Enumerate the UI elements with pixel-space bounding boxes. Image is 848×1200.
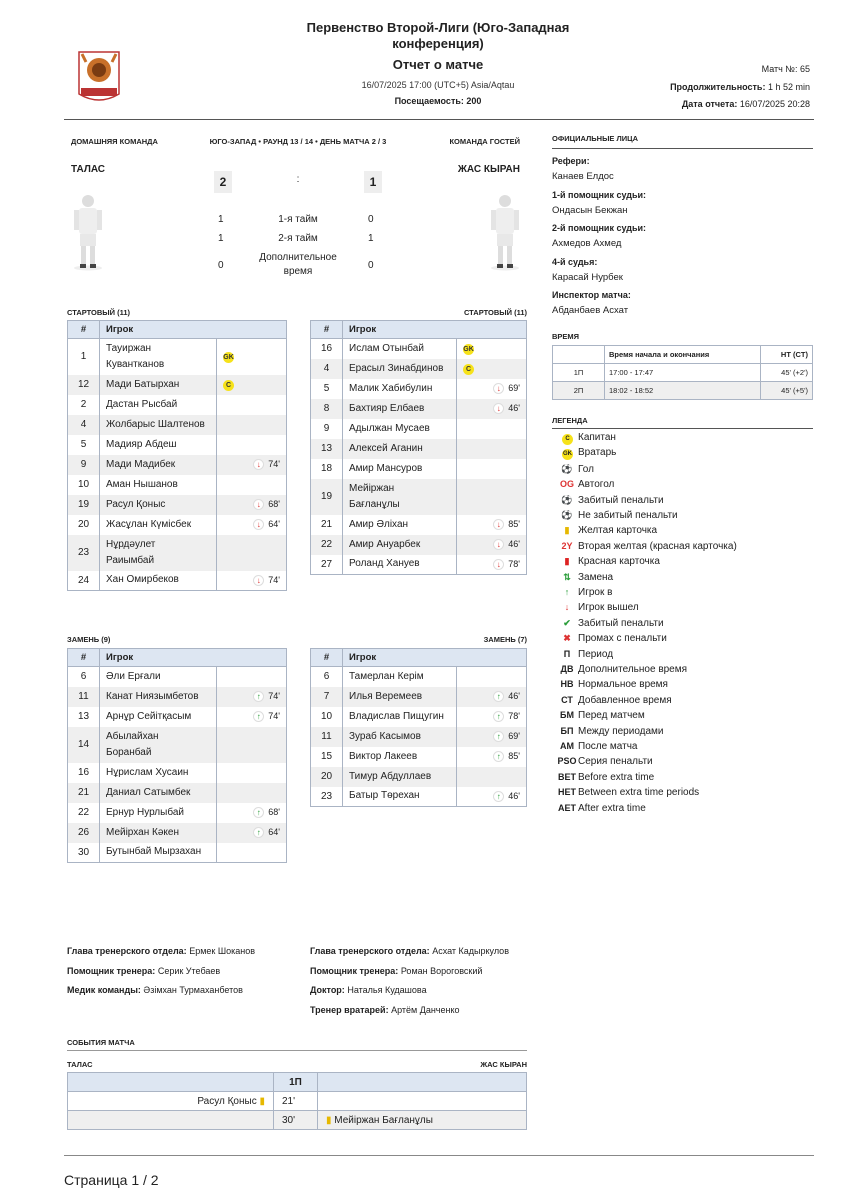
legend-item: ▮ Желтая карточка (556, 523, 657, 537)
player-name: Мейірхан Кәкен (106, 826, 179, 838)
home-staff-item: Глава тренерского отдела: Ермек Шоканов (67, 946, 255, 956)
legend-item: ⇅ Замена (556, 570, 613, 584)
player-in-icon: ↑ (493, 751, 504, 762)
legend-icon: ▮ (564, 556, 570, 567)
player-event (457, 359, 527, 379)
legend-icon: ✔ (563, 617, 571, 628)
legend-item: GK Вратарь (563, 447, 617, 459)
player-event: ↑ 46' (457, 787, 527, 807)
legend-icon: ⚽ (561, 510, 573, 520)
player-row (311, 419, 527, 439)
legend-item: ▮ Красная карточка (556, 554, 660, 568)
round-info: ЮГО-ЗАПАД • РАУНД 13 / 14 • ДЕНЬ МАТЧА 2 / 3 (209, 137, 387, 146)
score-separator: : (296, 174, 300, 185)
match-duration: Продолжительность: 1 h 52 min (670, 82, 810, 92)
player-in-icon: ↑ (493, 731, 504, 742)
player-name: Амир Ануарбек (349, 538, 421, 550)
yellow-card-icon: ▮ (326, 1114, 332, 1126)
header-divider (64, 119, 814, 120)
player-name: Нұрислам Хусаин (106, 766, 189, 778)
player-name: Ернур Нурлыбай (106, 806, 184, 818)
officials-divider (552, 148, 813, 149)
official-role: 2-й помощник судьи: (552, 223, 647, 233)
player-row (311, 707, 527, 727)
player-name: Бутынбай Мырзахан (106, 846, 202, 858)
player-name: Мади Мадибек (106, 458, 176, 470)
col-player-header: Игрок (343, 649, 527, 667)
player-number: 16 (68, 763, 100, 783)
away-staff-item: Доктор: Наталья Кудашова (310, 985, 427, 995)
player-row (68, 707, 287, 727)
player-number: 8 (311, 399, 343, 419)
official-name: Ахмедов Ахмед (552, 238, 622, 249)
away-staff-item: Помощник тренера: Роман Вороговский (310, 965, 483, 976)
player-event: ↑ 46' (457, 687, 527, 707)
player-row (68, 727, 287, 763)
player-row (311, 439, 527, 459)
player-row (68, 495, 287, 515)
yellow-card-icon: ▮ (259, 1095, 265, 1107)
page-number: Страница 1 / 2 (64, 1172, 159, 1188)
player-out-icon: ↓ (493, 403, 504, 414)
player-name: Алексей Аганин (349, 442, 423, 454)
player-name: Малик Хабибулин (349, 382, 433, 394)
player-row (68, 803, 287, 823)
player-event (457, 459, 527, 479)
player-in-icon: ↑ (493, 711, 504, 722)
player-name: Әли Ерғали (106, 670, 161, 682)
player-name: Амир Әліхан (349, 518, 409, 530)
home-subs-label: ЗАМЕНЬ (9) (67, 635, 111, 644)
player-row (68, 571, 287, 591)
home-staff-item: Медик команды: Әзімхан Турмаханбетов (67, 985, 243, 995)
player-number: 4 (68, 415, 100, 435)
player-event (457, 479, 527, 515)
legend-item: АМ После матча (556, 739, 638, 753)
events-divider (67, 1050, 527, 1051)
player-number: 14 (68, 727, 100, 763)
player-row (68, 823, 287, 843)
time-label: ВРЕМЯ (552, 332, 580, 341)
player-row (68, 515, 287, 535)
player-number: 2 (68, 395, 100, 415)
player-event (457, 767, 527, 787)
player-row (311, 339, 527, 359)
player-out-icon: ↓ (493, 559, 504, 570)
player-row (311, 787, 527, 807)
player-event: ↓ 64' (217, 515, 287, 535)
away-kit-figure (487, 192, 523, 272)
player-name: Илья Веремеев (349, 690, 423, 702)
player-name: Хан Омирбеков (106, 574, 179, 586)
player-event (217, 375, 287, 395)
home-starting-table (67, 320, 287, 591)
player-event: ↓ 69' (457, 379, 527, 399)
player-name: Расул Қоныс (106, 498, 166, 510)
player-out-icon: ↓ (493, 519, 504, 530)
away-team-name: ЖАС КЫРАН (457, 164, 520, 175)
legend-icon: 2Y (561, 540, 573, 551)
legend-icon: BET (558, 771, 576, 782)
official-role: 4-й судья: (552, 256, 598, 267)
legend-icon: ⚽ (561, 494, 573, 505)
goalkeeper-badge-icon: GK (463, 345, 474, 353)
player-name: Бахтияр Елбаев (349, 402, 425, 414)
player-event: ↑ 64' (217, 823, 287, 843)
player-row (68, 455, 287, 475)
player-out-icon: ↓ (253, 459, 264, 470)
player-event: ↑ 74' (217, 687, 287, 707)
player-number: 18 (311, 459, 343, 479)
legend-item: БП Между периодами (556, 724, 664, 738)
player-name: Роланд Хануев (349, 558, 420, 570)
player-name: Тауиржан Кувантканов (106, 342, 165, 370)
player-number: 9 (311, 419, 343, 439)
player-row (311, 555, 527, 575)
captain-badge-icon: C (463, 364, 474, 375)
legend-icon: СТ (561, 694, 573, 705)
official-role: 1-й помощник судьи: (552, 189, 647, 200)
player-event: ↑ 69' (457, 727, 527, 747)
legend-icon: ↑ (564, 587, 570, 597)
player-row (311, 727, 527, 747)
player-event: ↑ 74' (217, 707, 287, 727)
player-row (311, 379, 527, 399)
away-team-label: КОМАНДА ГОСТЕЙ (449, 137, 520, 146)
player-event (457, 419, 527, 439)
col-num-header: # (68, 649, 100, 667)
legend-item: OG Автогол (556, 477, 614, 491)
legend-icon: ДВ (560, 664, 574, 674)
player-number: 5 (68, 435, 100, 455)
half-row-extra: 0 Дополнительное время 0 (218, 252, 374, 277)
col-player-header: Игрок (343, 321, 527, 339)
away-staff-item: Глава тренерского отдела: Асхат Кадыркулов (310, 946, 509, 956)
home-team-label: ДОМАШНЯЯ КОМАНДА (71, 137, 158, 146)
col-num-header: # (68, 321, 100, 339)
player-name: Жолбарыс Шалтенов (106, 418, 205, 430)
home-staff-item: Помощник тренера: Серик Утебаев (67, 965, 221, 976)
player-event (217, 667, 287, 687)
player-name: Ерасыл Зинабдинов (349, 362, 444, 374)
player-row (68, 475, 287, 495)
player-row (311, 687, 527, 707)
legend-item: ⚽ Не забитый пенальти (556, 508, 678, 522)
player-name: Батыр Төрехан (349, 790, 420, 802)
player-row (68, 435, 287, 455)
legend-item: НВ Нормальное время (556, 677, 668, 691)
report-subtitle: Отчет о матче (392, 57, 484, 72)
player-row (68, 763, 287, 783)
player-number: 6 (68, 667, 100, 687)
legend-icon: БП (560, 725, 574, 736)
legend-icon: ✖ (563, 633, 571, 644)
away-staff-item: Тренер вратарей: Артём Данченко (310, 1004, 460, 1015)
player-row (68, 395, 287, 415)
legend-icon: НВ (560, 679, 574, 690)
player-event (217, 415, 287, 435)
player-number: 5 (311, 379, 343, 399)
legend-item: СТ Добавленное время (556, 693, 672, 707)
player-name: Владислав Пищугин (349, 710, 444, 722)
events-home-team: ТАЛАС (67, 1060, 93, 1069)
player-event (217, 763, 287, 783)
legend-icon: ↓ (564, 602, 570, 613)
legend-item: ⚽ Гол (556, 462, 594, 476)
legend-item: П Период (556, 647, 613, 661)
legend-icon: ⚽ (561, 463, 573, 474)
player-name: Абылайхан Боранбай (106, 730, 159, 758)
player-event (457, 667, 527, 687)
legend-divider (552, 428, 813, 429)
player-number: 13 (68, 707, 100, 727)
events-away-team: ЖАС КЫРАН (480, 1060, 527, 1069)
event-row: Расул Қоныс ▮ 21' (68, 1092, 527, 1111)
attendance: Посещаемость: 200 (394, 96, 482, 106)
player-number: 27 (311, 555, 343, 575)
captain-badge-icon: C (223, 380, 234, 391)
player-name: Адылжан Мусаев (349, 422, 430, 434)
official-name: Ондасын Бекжан (552, 204, 628, 216)
player-number: 23 (68, 535, 100, 571)
col-num-header: # (311, 649, 343, 667)
player-name: Мейіржан Бағланұлы (349, 482, 400, 510)
player-number: 6 (311, 667, 343, 687)
player-event: ↓ 74' (217, 571, 287, 591)
player-name: Тамерлан Керім (349, 670, 424, 682)
player-number: 11 (311, 727, 343, 747)
time-table: Время начала и окончания HT (CT) 1П 17:00 - 17:47 45' (+2') 2П 18:02 - 18:52 45' (+5') (552, 345, 813, 400)
player-event (217, 843, 287, 863)
player-out-icon: ↓ (253, 575, 264, 586)
player-event (217, 395, 287, 415)
legend-icon: OG (559, 479, 574, 490)
player-number: 13 (311, 439, 343, 459)
player-event: ↓ 46' (457, 399, 527, 419)
player-number: 11 (68, 687, 100, 707)
away-score: 1 (364, 171, 382, 193)
player-event: ↓ 46' (457, 535, 527, 555)
away-subs-table (310, 648, 527, 807)
player-in-icon: ↑ (493, 691, 504, 702)
player-number: 12 (68, 375, 100, 395)
legend-icon: ⇅ (563, 571, 571, 582)
player-name: Дастан Рысбай (106, 398, 178, 410)
player-in-icon: ↑ (253, 827, 264, 838)
report-date: Дата отчета: 16/07/2025 20:28 (681, 99, 810, 109)
official-role: Инспектор матча: (552, 290, 631, 300)
player-event (217, 535, 287, 571)
player-number: 22 (311, 535, 343, 555)
player-number: 24 (68, 571, 100, 591)
match-number: Матч №: 65 (761, 64, 810, 74)
home-team-name: ТАЛАС (71, 164, 106, 175)
time-row: 1П 17:00 - 17:47 45' (+2') (553, 364, 813, 382)
player-event (217, 783, 287, 803)
player-number: 1 (68, 339, 100, 375)
events-table: 1П Расул Қоныс ▮ 21' 30' ▮ Мейіржан Бағланұлы (67, 1072, 527, 1130)
legend-icon: AET (558, 802, 576, 813)
player-name: Амир Мансуров (349, 462, 423, 474)
home-starting-label: СТАРТОВЫЙ (11) (67, 308, 131, 317)
player-event: ↓ 74' (217, 455, 287, 475)
player-row (311, 767, 527, 787)
player-row (311, 747, 527, 767)
player-name: Мади Батырхан (106, 378, 180, 390)
player-row (68, 375, 287, 395)
player-in-icon: ↑ (253, 807, 264, 818)
player-name: Ислам Отынбай (349, 342, 424, 354)
col-player-header: Игрок (100, 321, 287, 339)
legend-item: BET Before extra time (558, 771, 655, 783)
home-score: 2 (214, 171, 232, 193)
official-name: Карасай Нурбек (552, 271, 623, 283)
legend-item: ⚽ Забитый пенальти (556, 493, 664, 507)
legend-label: ЛЕГЕНДА (552, 416, 588, 425)
player-row (68, 415, 287, 435)
legend-item: AET After extra time (558, 802, 646, 814)
legend-item: ✖ Промах с пенальти (556, 631, 667, 645)
legend-item: C Капитан (556, 431, 616, 445)
player-in-icon: ↑ (493, 791, 504, 802)
player-number: 7 (311, 687, 343, 707)
player-name: Тимур Абдуллаев (349, 770, 432, 782)
player-row (311, 459, 527, 479)
legend-icon: GK (562, 449, 573, 460)
player-event (217, 475, 287, 495)
player-row (68, 667, 287, 687)
player-event (457, 439, 527, 459)
player-row (311, 479, 527, 515)
home-kit-figure (70, 192, 106, 272)
player-number: 19 (68, 495, 100, 515)
legend-icon: C (562, 434, 573, 445)
player-name: Арнұр Сейітқасым (106, 710, 192, 722)
legend-item: 2Y Вторая желтая (красная карточка) (556, 539, 737, 553)
player-name: Аман Нышанов (106, 478, 178, 490)
player-number: 30 (68, 843, 100, 863)
player-number: 26 (68, 823, 100, 843)
legend-icon: HET (558, 787, 576, 798)
player-row (68, 843, 287, 863)
legend-icon: АМ (560, 741, 574, 751)
player-number: 9 (68, 455, 100, 475)
player-row (68, 687, 287, 707)
player-in-icon: ↑ (253, 711, 264, 722)
player-event (217, 727, 287, 763)
player-event (457, 339, 527, 359)
away-starting-label: СТАРТОВЫЙ (11) (463, 308, 527, 317)
time-row: 2П 18:02 - 18:52 45' (+5') (553, 382, 813, 400)
player-number: 15 (311, 747, 343, 767)
federation-logo (76, 50, 122, 106)
goalkeeper-badge-icon: GK (223, 353, 234, 361)
col-num-header: # (311, 321, 343, 339)
player-in-icon: ↑ (253, 691, 264, 702)
player-event: ↑ 68' (217, 803, 287, 823)
legend-item: PSO Серия пенальти (557, 756, 653, 768)
legend-icon: ▮ (564, 525, 570, 536)
legend-icon: PSO (557, 756, 577, 767)
player-number: 21 (68, 783, 100, 803)
player-name: Виктор Лакеев (349, 750, 418, 762)
player-out-icon: ↓ (253, 519, 264, 530)
player-number: 19 (311, 479, 343, 515)
match-datetime: 16/07/2025 17:00 (UTC+5) Asia/Aqtau (361, 80, 515, 90)
player-event (217, 435, 287, 455)
official-name: Канаев Елдос (552, 171, 614, 182)
player-name: Нұрдәулет Раиымбай (106, 538, 156, 566)
player-number: 22 (68, 803, 100, 823)
legend-item: БМ Перед матчем (556, 708, 645, 722)
player-number: 10 (311, 707, 343, 727)
legend-icon: П (563, 648, 571, 659)
player-name: Даниал Сатымбек (106, 786, 191, 798)
player-event: ↓ 68' (217, 495, 287, 515)
player-number: 23 (311, 787, 343, 807)
player-name: Жасұлан Күмісбек (106, 518, 192, 530)
player-row (68, 339, 287, 375)
player-row (311, 399, 527, 419)
away-subs-label: ЗАМЕНЬ (7) (483, 635, 527, 644)
legend-item: ↓ Игрок вышел (556, 600, 639, 614)
legend-icon: БМ (560, 710, 574, 721)
official-role: Рефери: (552, 156, 590, 166)
player-row (311, 359, 527, 379)
player-row (311, 515, 527, 535)
player-event: ↑ 78' (457, 707, 527, 727)
footer-divider (64, 1155, 814, 1156)
legend-item: ✔ Забитый пенальти (556, 616, 664, 630)
legend-item: ↑ Игрок в (556, 585, 612, 599)
player-row (311, 667, 527, 687)
col-player-header: Игрок (100, 649, 287, 667)
events-label: СОБЫТИЯ МАТЧА (67, 1038, 135, 1047)
player-number: 16 (311, 339, 343, 359)
away-starting-table (310, 320, 527, 575)
player-number: 21 (311, 515, 343, 535)
player-out-icon: ↓ (493, 383, 504, 394)
player-row (311, 535, 527, 555)
legend-item: HET Between extra time periods (558, 787, 700, 799)
player-event (217, 339, 287, 375)
player-number: 4 (311, 359, 343, 379)
report-title: Первенство Второй-Лиги (Юго-Западная конференция) (306, 20, 570, 51)
player-out-icon: ↓ (493, 539, 504, 550)
player-event: ↓ 85' (457, 515, 527, 535)
player-name: Мадияр Абдеш (106, 438, 177, 450)
event-row: 30' ▮ Мейіржан Бағланұлы (68, 1111, 527, 1130)
player-name: Зураб Касымов (349, 730, 421, 742)
player-out-icon: ↓ (253, 499, 264, 510)
player-event: ↓ 78' (457, 555, 527, 575)
player-row (68, 535, 287, 571)
officials-label: ОФИЦИАЛЬНЫЕ ЛИЦА (552, 134, 639, 143)
official-name: Абданбаев Асхат (552, 305, 629, 316)
player-number: 10 (68, 475, 100, 495)
player-event: ↑ 85' (457, 747, 527, 767)
player-row (68, 783, 287, 803)
player-name: Канат Ниязымбетов (106, 690, 199, 702)
player-number: 20 (311, 767, 343, 787)
player-number: 20 (68, 515, 100, 535)
home-subs-table (67, 648, 287, 863)
legend-item: ДВ Дополнительное время (556, 662, 687, 676)
